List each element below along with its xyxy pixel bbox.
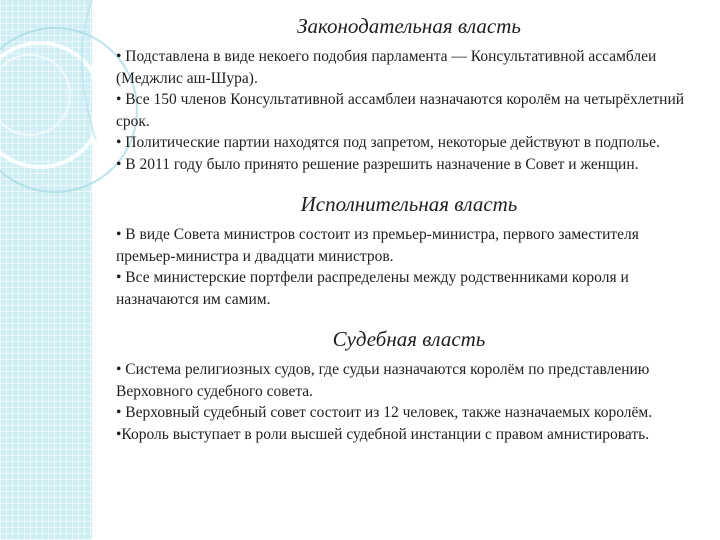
bullet-item: • Все 150 членов Консультативной ассамблеи назначаются королём на четырёхлетний срок. (116, 91, 685, 130)
section-heading: Исполнительная власть (300, 192, 518, 216)
bullet-item: • В виде Совета министров состоит из премьер-министра, первого заместителя премьер-министра и двадцати министров. (116, 226, 639, 265)
bullet-item: • Система религиозных судов, где судьи назначаются королём по представлению Верховного судебного совета. (116, 361, 650, 400)
bullet-item: • Верховный судебный совет состоит из 12 человек, также назначаемых королём. (116, 404, 653, 421)
section-judicial (116, 325, 696, 445)
content-area (116, 12, 696, 460)
section-legislative (116, 12, 696, 175)
bullet-item: • Политические партии находятся под запретом, некоторые действуют в подполье. (116, 134, 660, 151)
bullet-item: • В 2011 году было принято решение разрешить назначение в Совет и женщин. (116, 155, 639, 173)
bullet-item: •Король выступает в роли высшей судебной инстанции с правом амнистировать. (116, 425, 650, 443)
section-heading: Судебная власть (332, 327, 486, 351)
bullet-item: • Все министерские портфели распределены между родственниками короля и назначаются им самим. (116, 269, 629, 308)
section-executive (116, 190, 696, 310)
bullet-item: • Подставлена в виде некоего подобия парламента — Консультативной ассамблеи (Меджлис аш-Шура). (116, 48, 657, 87)
section-heading: Законодательная власть (297, 14, 521, 38)
